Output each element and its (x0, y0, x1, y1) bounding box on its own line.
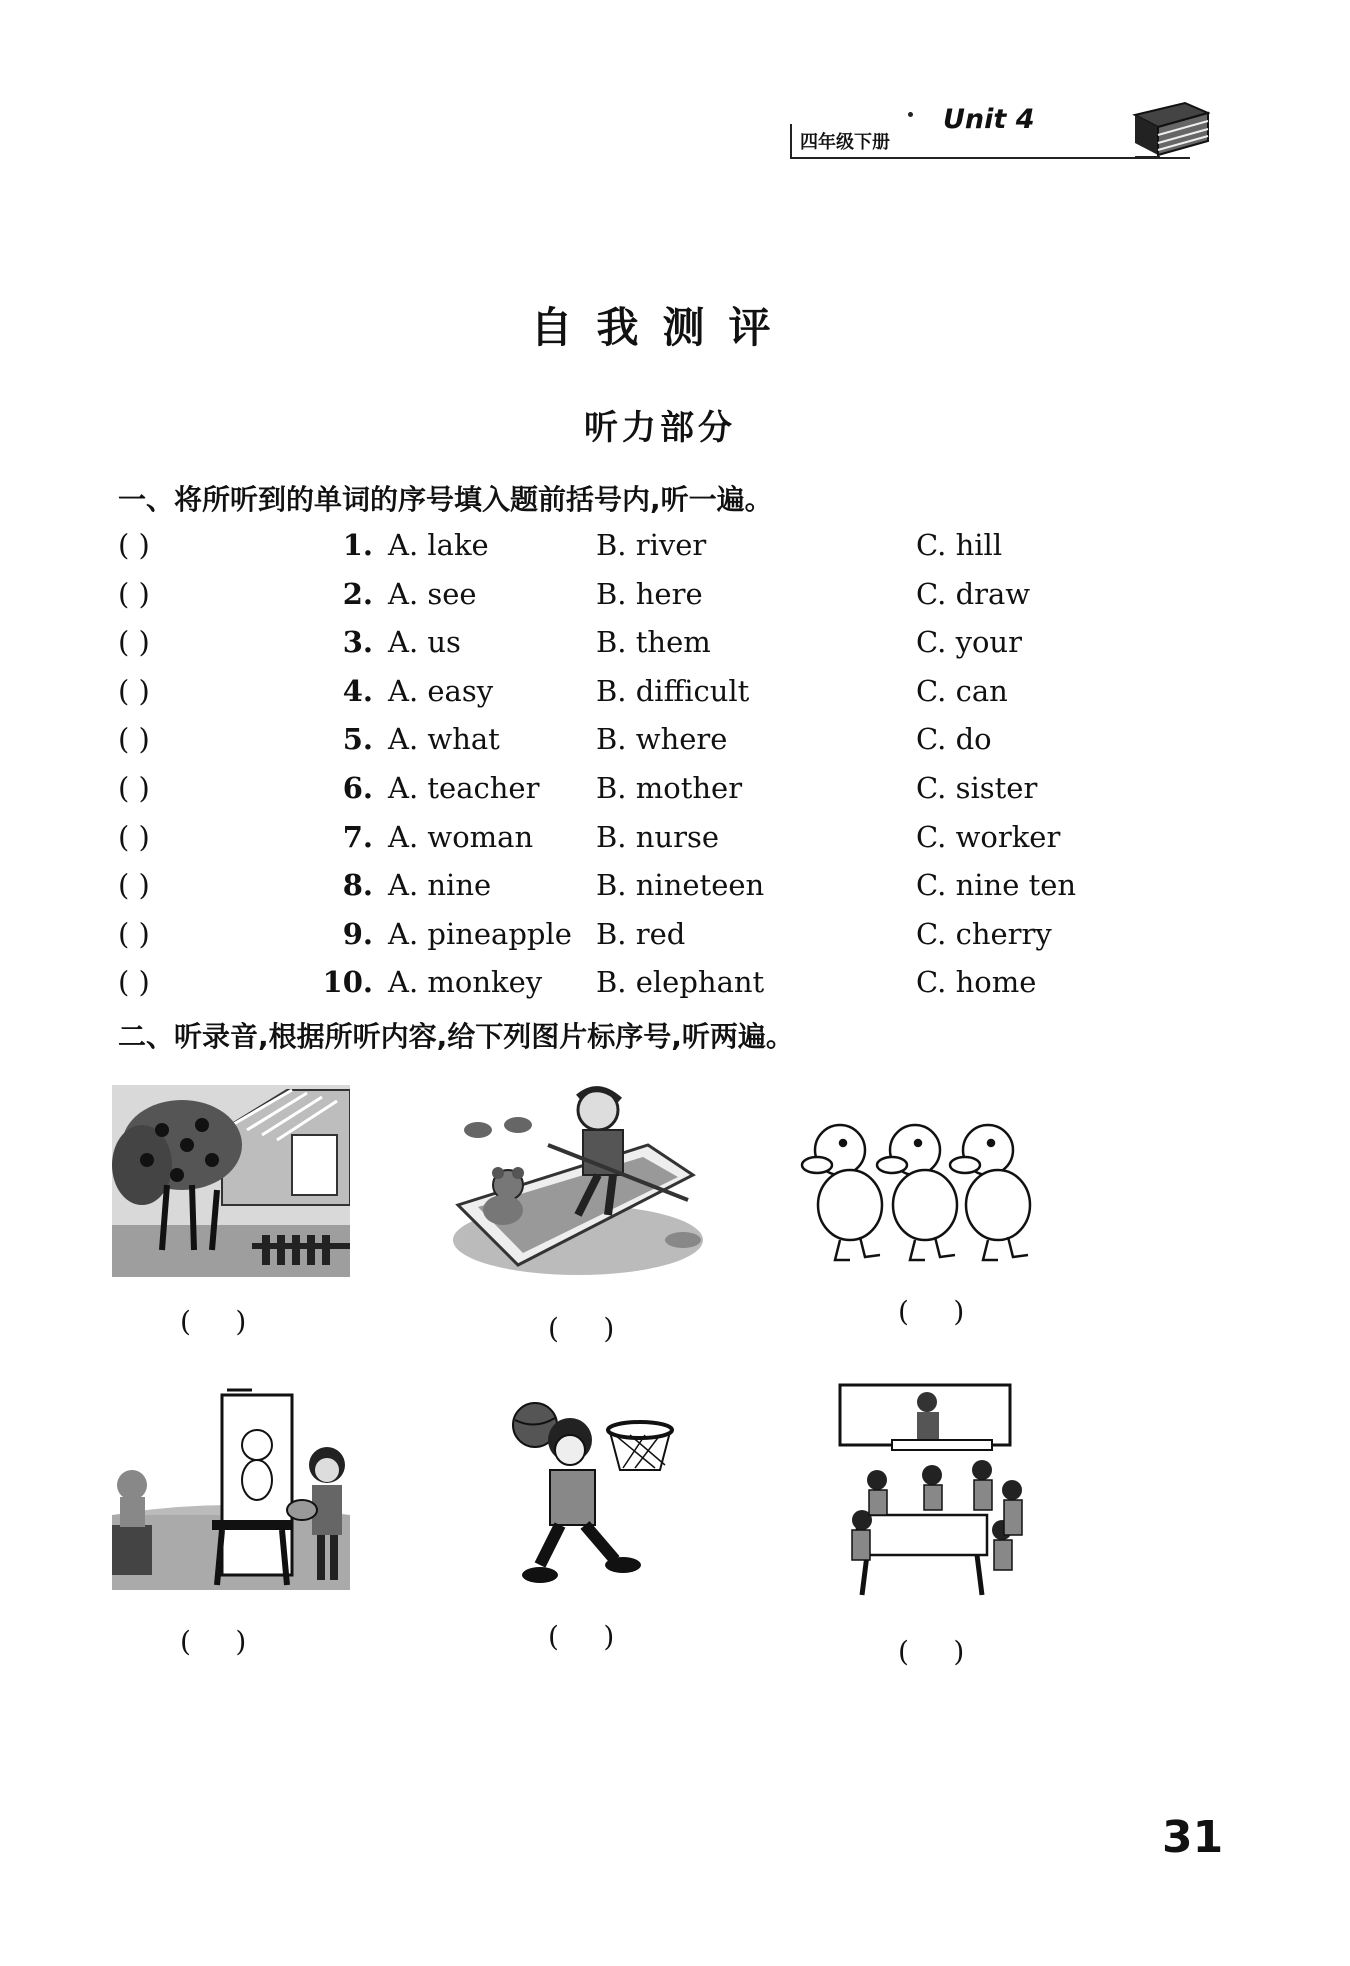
question-row (118, 625, 1118, 665)
question-number: 8. (342, 868, 373, 903)
option-c: C. draw (916, 576, 1031, 611)
answer-paren[interactable]: ( ) (118, 625, 150, 660)
option-b: B. nineteen (596, 868, 765, 903)
picture6-answer-bracket: ( ) (898, 1635, 965, 1668)
option-a: A. us (388, 625, 461, 660)
option-b: B. elephant (596, 965, 765, 1000)
option-c: C. your (916, 625, 1022, 660)
question-row (118, 722, 1118, 762)
header-grade: 四年级下册 (800, 132, 890, 153)
answer-paren[interactable]: ( ) (118, 819, 150, 854)
header-unit: Unit 4 (943, 104, 1035, 135)
page-title: 自我测评 (530, 303, 795, 352)
answer-paren[interactable]: ( ) (118, 868, 150, 903)
question-row (118, 917, 1118, 957)
answer-paren[interactable]: ( ) (118, 771, 150, 805)
header-dot (908, 112, 913, 117)
apple-tree-house-picture (112, 1085, 350, 1277)
answer-paren[interactable]: ( ) (118, 916, 150, 951)
option-c: C. do (916, 722, 992, 757)
option-a: A. what (388, 722, 500, 757)
page-number: 31 (1162, 1812, 1224, 1863)
option-b: B. mother (596, 771, 743, 805)
picture1-answer-bracket: ( ) (180, 1305, 247, 1338)
option-a: A. see (388, 576, 477, 611)
question-row (118, 674, 1118, 714)
option-a: A. pineapple (388, 916, 572, 951)
option-a: A. lake (388, 528, 489, 562)
classroom-picture (832, 1380, 1057, 1605)
question-number: 10. (322, 965, 373, 1000)
three-ducks-picture (795, 1105, 1040, 1270)
question-row (118, 820, 1118, 860)
option-c: C. cherry (916, 916, 1052, 951)
answer-paren[interactable]: ( ) (118, 965, 150, 1000)
picture2-answer-bracket: ( ) (548, 1312, 615, 1345)
question-number: 7. (342, 819, 373, 854)
option-b: B. nurse (596, 819, 720, 854)
question-row (118, 965, 1118, 1005)
picture3-answer-bracket: ( ) (898, 1295, 965, 1328)
boy-basketball-picture (505, 1400, 685, 1585)
question-row (118, 577, 1118, 617)
answer-paren[interactable]: ( ) (118, 673, 150, 708)
option-b: B. where (596, 722, 728, 757)
option-b: B. them (596, 625, 711, 660)
question-number: 2. (342, 576, 373, 611)
picture5-answer-bracket: ( ) (548, 1620, 615, 1653)
option-c: C. can (916, 673, 1008, 708)
option-c: C. worker (916, 819, 1061, 854)
option-c: C. hill (916, 528, 1003, 562)
option-c: C. nine ten (916, 868, 1077, 903)
option-a: A. nine (388, 868, 492, 903)
question-row (118, 868, 1118, 908)
option-b: B. river (596, 528, 707, 562)
question-row (118, 528, 1118, 568)
question-number: 3. (342, 625, 373, 660)
answer-paren[interactable]: ( ) (118, 528, 150, 562)
picture4-answer-bracket: ( ) (180, 1625, 247, 1658)
girl-painting-picture (112, 1385, 350, 1590)
option-b: B. red (596, 916, 686, 951)
option-a: A. teacher (388, 771, 540, 805)
section-subtitle: 听力部分 (584, 408, 736, 448)
books-stack-icon (1130, 95, 1210, 165)
question-row (118, 771, 1118, 811)
option-b: B. here (596, 576, 703, 611)
option-c: C. sister (916, 771, 1038, 805)
option-a: A. woman (388, 819, 534, 854)
question-number: 9. (342, 916, 373, 951)
boy-in-boat-picture (448, 1085, 708, 1280)
option-b: B. difficult (596, 673, 750, 708)
option-a: A. easy (388, 673, 494, 708)
question-number: 5. (342, 722, 373, 757)
answer-paren[interactable]: ( ) (118, 576, 150, 611)
option-a: A. monkey (388, 965, 543, 1000)
question-number: 4. (342, 673, 373, 708)
option-c: C. home (916, 965, 1037, 1000)
section1-instruction: 一、将所听到的单词的序号填入题前括号内,听一遍。 (118, 483, 773, 516)
section2-instruction: 二、听录音,根据所听内容,给下列图片标序号,听两遍。 (118, 1020, 794, 1053)
question-number: 6. (342, 771, 373, 805)
answer-paren[interactable]: ( ) (118, 722, 150, 757)
question-number: 1. (342, 528, 373, 562)
